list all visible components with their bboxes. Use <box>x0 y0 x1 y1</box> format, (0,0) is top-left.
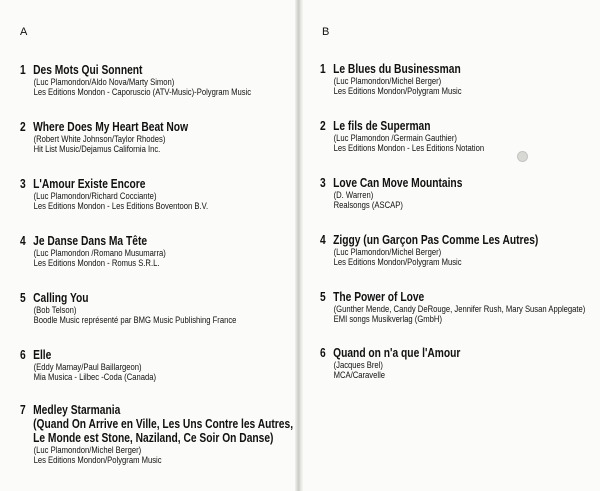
track-number: 5 <box>20 291 26 305</box>
track-item <box>320 176 598 210</box>
track-number: 4 <box>20 234 26 248</box>
track-title: 1 Le Blues du Businessman <box>320 62 461 76</box>
track-number: 2 <box>320 119 326 133</box>
track-item <box>320 62 598 96</box>
track-title: 6 Quand on n'a que l'Amour <box>320 346 461 360</box>
track-title-continuation: (Quand On Arrive en Ville, Les Uns Contre les Autres, <box>33 417 294 431</box>
track-credit: (Gunther Mende, Candy DeRouge, Jennifer Rush, Mary Susan Applegate) <box>333 304 586 314</box>
track-credit: (Luc Plamondon/Michel Berger) <box>333 247 442 257</box>
track-credit: (Luc Plamondon/Aldo Nova/Marty Simon) <box>33 77 175 87</box>
track-title: 3 L'Amour Existe Encore <box>20 177 146 191</box>
track-publisher: Les Editions Mondon - Romus S.R.L. <box>33 258 160 268</box>
track-item <box>320 233 598 267</box>
track-publisher: Les Editions Mondon - Caporuscio (ATV-Music)-Polygram Music <box>33 87 252 97</box>
track-title-continuation: Le Monde est Stone, Naziland, Ce Soir On Danse) <box>33 431 274 445</box>
track-number: 3 <box>20 177 26 191</box>
track-publisher: EMI songs Musikverlag (GmbH) <box>333 314 443 324</box>
track-publisher: Les Editions Mondon - Les Editions Notation <box>333 143 485 153</box>
track-credit: (Robert White Johnson/Taylor Rhodes) <box>33 134 166 144</box>
track-credit: (Luc Plamondon/Michel Berger) <box>33 445 142 455</box>
track-publisher: Mia Musica - Lilbec -Coda (Canada) <box>33 372 157 382</box>
track-title: 3 Love Can Move Mountains <box>320 176 463 190</box>
track-credit: (Eddy Marnay/Paul Baillargeon) <box>33 362 142 372</box>
track-title: 5 Calling You <box>20 291 89 305</box>
track-number: 1 <box>20 63 26 77</box>
track-item <box>20 291 292 325</box>
track-publisher: Boodle Music représenté par BMG Music Publishing France <box>33 315 237 325</box>
track-number: 6 <box>20 348 26 362</box>
track-title: 4 Ziggy (un Garçon Pas Comme Les Autres) <box>320 233 539 247</box>
track-item <box>20 63 292 97</box>
track-title: 2 Le fils de Superman <box>320 119 431 133</box>
track-number: 7 <box>20 403 26 417</box>
track-number: 4 <box>320 233 326 247</box>
track-credit: (Luc Plamondon/Michel Berger) <box>333 76 442 86</box>
track-title: 7 Medley Starmania <box>20 403 121 417</box>
track-number: 6 <box>320 346 326 360</box>
track-title: 5 The Power of Love <box>320 290 425 304</box>
track-item <box>20 348 292 382</box>
track-number: 3 <box>320 176 326 190</box>
side-b-panel <box>303 0 600 491</box>
track-title: 6 Elle <box>20 348 52 362</box>
track-credit: (Luc Plamondon /Germain Gauthier) <box>333 133 457 143</box>
track-title: 4 Je Danse Dans Ma Tête <box>20 234 148 248</box>
track-credit: (Luc Plamondon /Romano Musumarra) <box>33 248 166 258</box>
track-publisher: MCA/Caravelle <box>333 370 386 380</box>
track-item <box>320 290 598 324</box>
track-number: 2 <box>20 120 26 134</box>
track-item <box>320 346 598 380</box>
track-item <box>20 234 292 268</box>
track-credit: (Bob Telson) <box>33 305 77 315</box>
track-number: 5 <box>320 290 326 304</box>
track-item <box>20 120 292 154</box>
side-a-label: A <box>20 26 28 38</box>
track-item <box>20 177 292 211</box>
track-title: 2 Where Does My Heart Beat Now <box>20 120 189 134</box>
track-credit: (D. Warren) <box>333 190 374 200</box>
track-item <box>20 403 292 465</box>
side-a-panel <box>0 0 295 491</box>
track-credit: (Jacques Brel) <box>333 360 383 370</box>
track-publisher: Les Editions Mondon - Les Editions Boventoon B.V. <box>33 201 209 211</box>
track-credit: (Luc Plamondon/Richard Cocciante) <box>33 191 157 201</box>
page-fold <box>295 0 303 491</box>
track-publisher: Hit List Music/Dejamus California Inc. <box>33 144 161 154</box>
side-b-label: B <box>322 26 330 38</box>
track-publisher: Les Editions Mondon/Polygram Music <box>333 86 462 96</box>
track-number: 1 <box>320 62 326 76</box>
track-publisher: Les Editions Mondon/Polygram Music <box>333 257 462 267</box>
track-publisher: Les Editions Mondon/Polygram Music <box>33 455 162 465</box>
track-publisher: Realsongs (ASCAP) <box>333 200 403 210</box>
track-item <box>320 119 598 153</box>
track-title: 1 Des Mots Qui Sonnent <box>20 63 143 77</box>
